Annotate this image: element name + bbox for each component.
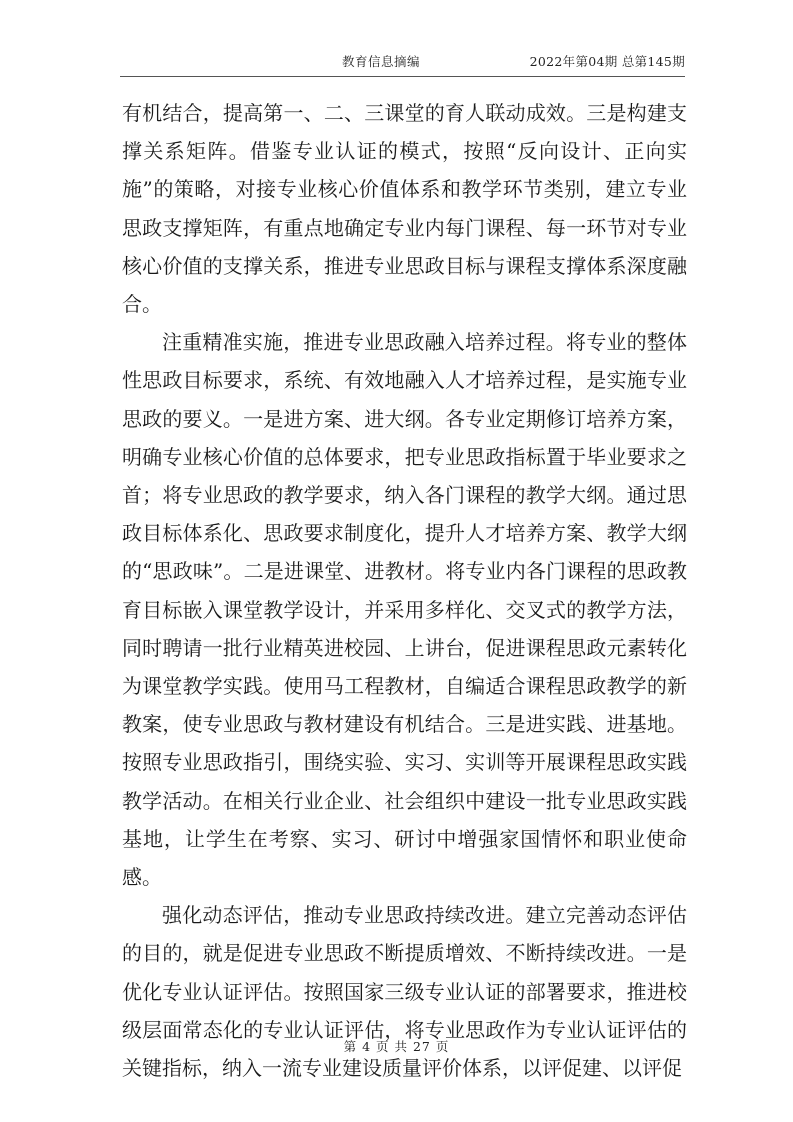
issue-number: 2022年第04期 总第145期 xyxy=(529,54,685,69)
header-divider xyxy=(120,76,685,77)
paragraph-continuation: 有机结合，提高第一、二、三课堂的育人联动成效。三是构建支撑关系矩阵。借鉴专业认证的模式，按照“反向设计、正向实施”的策略，对接专业核心价值体系和教学环节类别，建立专业思政支撑矩阵，有重点地确定专业内每门课程、每一环节对专业核心价值的支撑关系，推进专业思政目标与课程支撑体系深度融合。 xyxy=(122,101,687,317)
publication-title: 教育信息摘编 xyxy=(342,54,421,69)
paragraph-dynamic-evaluation: 强化动态评估，推动专业思政持续改进。建立完善动态评估的目的，就是促进专业思政不断提质增效、不断持续改进。一是优化专业认证评估。按照国家三级专业认证的部署要求，推进校级层面常态化的专业认证评估，将专业思政作为专业认证评估的关键指标，纳入一流专业建设质量评价体系，以评促建、以评促 xyxy=(122,903,687,1081)
page-header xyxy=(120,52,685,72)
paragraph-precise-implementation: 注重精准实施，推进专业思政融入培养过程。将专业的整体性思政目标要求，系统、有效地融入人才培养过程，是实施专业思政的要义。一是进方案、进大纲。各专业定期修订培养方案，明确专业核心价值的总体要求，把专业思政指标置于毕业要求之首；将专业思政的教学要求，纳入各门课程的教学大纲。通过思政目标体系化、思政要求制度化，提升人才培养方案、教学大纲的“思政味”。二是进课堂、进教材。将专业内各门课程的思政教育目标嵌入课堂教学设计，并采用多样化、交叉式的教学方法，同时聘请一批行业精英进校园、上讲台，促进课程思政元素转化为课堂教学实践。使用马工程教材，自编适合课程思政教学的新教案，使专业思政与教材建设有机结合。三是进实践、进基地。按照专业思政指引，围绕实验、实习、实训等开展课程思政实践教学活动。在相关行业企业、社会组织中建设一批专业思政实践基地，让学生在考察、实习、研讨中增强家国情怀和职业使命感。 xyxy=(122,330,687,890)
article-body xyxy=(122,94,687,1087)
page-footer: 第 4 页 共 27 页 xyxy=(343,1039,450,1054)
